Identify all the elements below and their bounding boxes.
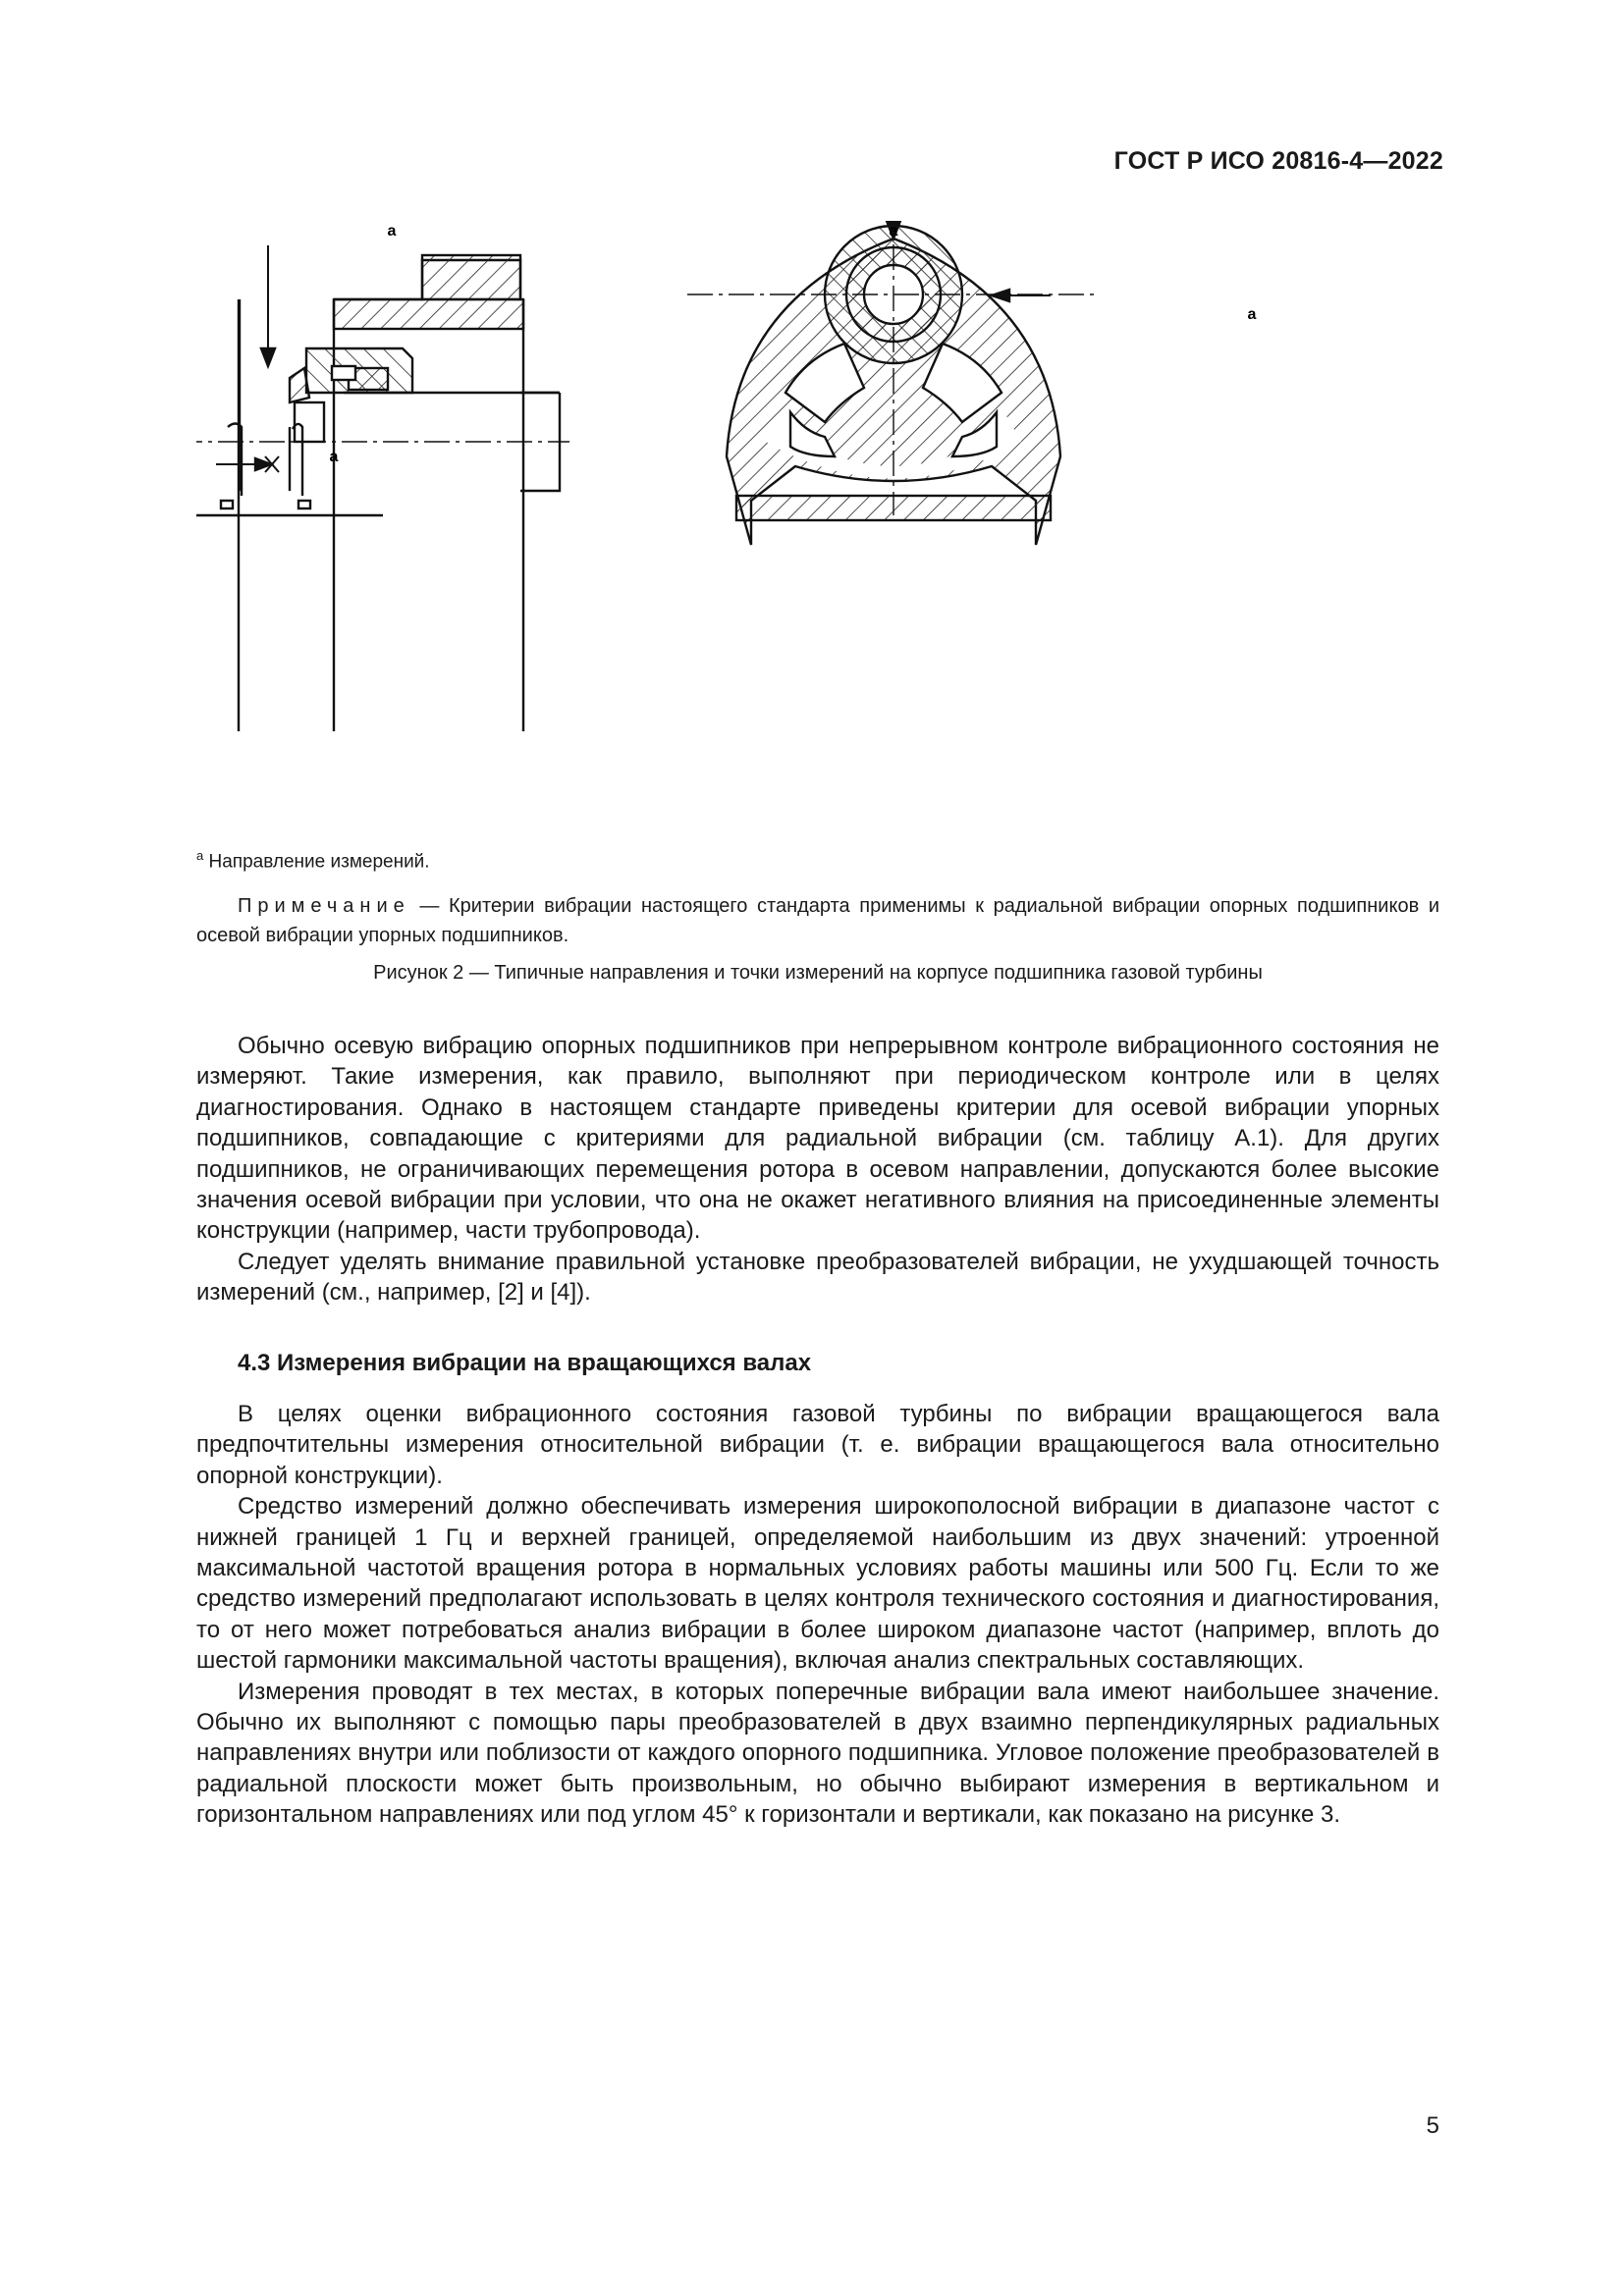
figure-footnote	[196, 848, 430, 873]
note-label: Примечание	[238, 895, 410, 917]
figure-bearing-housing	[196, 221, 1434, 829]
paragraph: Обычно осевую вибрацию опорных подшипников при непрерывном контроле вибрационного состояния не измеряют. Такие измерения, как правило, выполняют при периодическом контроле или в целях диагностирования. Однако в настоящем стандарте приведены критерии для осевой вибрации упорных подшипников, совпадающие с критериями для радиальной вибрации (см. таблицу А.1). Для других подшипников, не ограничивающих перемещения ротора в осевом направлении, допускаются более высокие значения осевой вибрации при условии, что она не окажет негативного влияния на присоединенные элементы конструкции (например, части трубопровода).	[196, 1033, 1439, 1245]
figure-note	[196, 891, 1439, 950]
paragraph: Средство измерений должно обеспечивать измерения широкополосной вибрации в диапазоне частот с нижней границей 1 Гц и верхней границей, определяемой наибольшим из двух значений: утроенной максимальной частотой вращения ротора в нормальных условиях работы машины или 500 Гц. Если то же средство измерений предполагают использовать в целях контроля технического состояния и диагностирования, то от него может потребоваться анализ вибрации в более широком диапазоне частот (например, вплоть до шестой гармоники максимальной частоты вращения), включая анализ спектральных составляющих.	[196, 1493, 1439, 1675]
footnote-marker: a	[196, 848, 204, 863]
section-paragraphs-b	[196, 1399, 1439, 1831]
label-right-side: a	[1247, 306, 1257, 323]
page-number: 5	[1426, 2112, 1439, 2139]
end-view	[687, 221, 1100, 545]
side-view	[196, 221, 569, 731]
paragraph: В целях оценки вибрационного состояния газовой турбины по вибрации вращающегося вала предпочтительны измерения относительной вибрации (т. е. вибрации вращающегося вала относительно опорной конструкции).	[196, 1401, 1439, 1489]
section-heading: 4.3 Измерения вибрации на вращающихся валах	[238, 1350, 812, 1376]
paragraph: Измерения проводят в тех местах, в которых поперечные вибрации вала имеют наибольшее значение. Обычно их выполняют с помощью пары преобразователей в двух взаимно перпендикулярных радиальных направлениях внутри или поблизости от каждого опорного подшипника. Угловое положение преобразователей в радиальной плоскости может быть произвольным, но обычно выбирают измерения в вертикальном и горизонтальном направлениях или под углом 45° к горизонтали и вертикали, как показано на рисунке 3.	[196, 1678, 1439, 1829]
paragraph: Следует уделять внимание правильной установке преобразователей вибрации, не ухудшающей точность измерений (см., например, [2] и [4]).	[196, 1248, 1439, 1307]
label-left-side: a	[329, 449, 339, 465]
section-paragraphs-a	[196, 1031, 1439, 1308]
label-left-top: a	[387, 223, 397, 240]
side-view-frame	[196, 221, 239, 731]
figure-caption: Рисунок 2 — Типичные направления и точки измерений на корпусе подшипника газовой турбины	[373, 962, 1263, 984]
document-header: ГОСТ Р ИСО 20816-4—2022	[1113, 147, 1443, 175]
label-right-top: a	[889, 223, 898, 240]
note-text: — Критерии вибрации настоящего стандарта применимы к радиальной вибрации опорных подшипников и осевой вибрации упорных подшипников.	[196, 895, 1439, 946]
footnote-text: Направление измерений.	[208, 851, 430, 873]
bearing-drawing	[196, 221, 1434, 829]
